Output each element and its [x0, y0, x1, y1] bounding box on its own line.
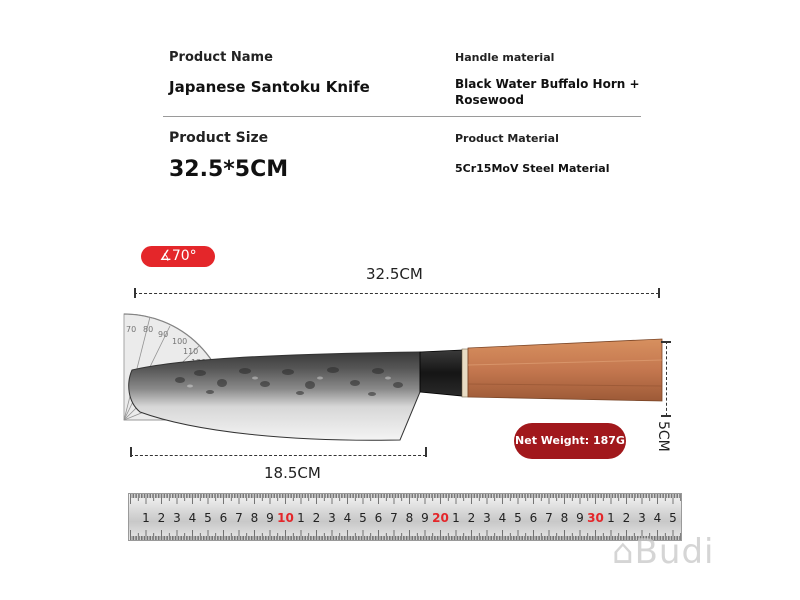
net-weight-badge: Net Weight: 187G — [514, 423, 626, 459]
svg-text:90: 90 — [158, 330, 169, 339]
ruler-number: 7 — [235, 511, 243, 525]
ruler-number: 10 — [277, 511, 294, 525]
ruler-number: 5 — [514, 511, 522, 525]
product-name-label: Product Name — [169, 50, 273, 65]
ruler-number: 3 — [638, 511, 646, 525]
ruler-number: 9 — [266, 511, 274, 525]
handle-material-value-line1: Black Water Buffalo Horn + — [455, 77, 640, 91]
width-tick-top — [661, 341, 671, 343]
ruler-number: 3 — [328, 511, 336, 525]
handle-material-label: Handle material — [455, 51, 555, 64]
budi-watermark — [612, 532, 715, 572]
product-size-label: Product Size — [169, 130, 269, 146]
ruler-number: 7 — [545, 511, 553, 525]
ruler-number: 5 — [359, 511, 367, 525]
blade-length-line — [130, 455, 426, 456]
width-label: 5CM — [655, 421, 671, 452]
ruler-number: 30 — [587, 511, 604, 525]
total-length-label: 32.5CM — [366, 265, 423, 283]
ruler-number: 6 — [219, 511, 228, 525]
svg-text:110: 110 — [183, 347, 199, 356]
ruler-number: 2 — [312, 511, 321, 525]
svg-text:80: 80 — [143, 325, 154, 334]
watermark-logo-icon: ⌂ — [612, 532, 635, 572]
ruler-number: 5 — [204, 511, 212, 525]
ruler-number: 3 — [483, 511, 491, 525]
ruler-number: 4 — [188, 511, 197, 525]
width-line — [666, 341, 667, 416]
product-size-value: 32.5*5CM — [169, 157, 289, 182]
ruler-number: 1 — [607, 511, 615, 525]
svg-text:70: 70 — [126, 325, 137, 334]
product-material-label: Product Material — [455, 132, 559, 145]
ruler-number: 9 — [576, 511, 584, 525]
measuring-ruler — [128, 493, 682, 541]
ruler-number: 7 — [390, 511, 398, 525]
ruler-number: 8 — [560, 511, 569, 525]
ruler-number: 1 — [142, 511, 150, 525]
ruler-number: 1 — [452, 511, 460, 525]
angle-badge: ∡70° — [141, 246, 215, 267]
blade-length-tick-left — [130, 447, 132, 457]
handle-material-value-line2: Rosewood — [455, 93, 524, 107]
ruler-number: 6 — [529, 511, 538, 525]
ruler-number: 8 — [405, 511, 414, 525]
ruler-number: 4 — [653, 511, 662, 525]
blade-length-label: 18.5CM — [264, 464, 321, 482]
product-name-value: Japanese Santoku Knife — [169, 78, 370, 96]
ruler-number: 2 — [157, 511, 166, 525]
product-material-value: 5Cr15MoV Steel Material — [455, 162, 610, 175]
ruler-number: 2 — [467, 511, 476, 525]
ruler-number: 9 — [421, 511, 429, 525]
ruler-number: 4 — [343, 511, 352, 525]
ruler-number: 4 — [498, 511, 507, 525]
ruler-number: 3 — [173, 511, 181, 525]
ruler-number: 5 — [669, 511, 677, 525]
ruler-number: 1 — [297, 511, 305, 525]
ruler-number: 8 — [250, 511, 259, 525]
ruler-number: 20 — [432, 511, 449, 525]
width-tick-bottom — [661, 415, 671, 417]
svg-text:100: 100 — [172, 337, 188, 346]
blade-length-tick-right — [425, 447, 427, 457]
ruler-number: 2 — [622, 511, 631, 525]
watermark-text: Budi — [634, 532, 715, 572]
ruler-number: 6 — [374, 511, 383, 525]
